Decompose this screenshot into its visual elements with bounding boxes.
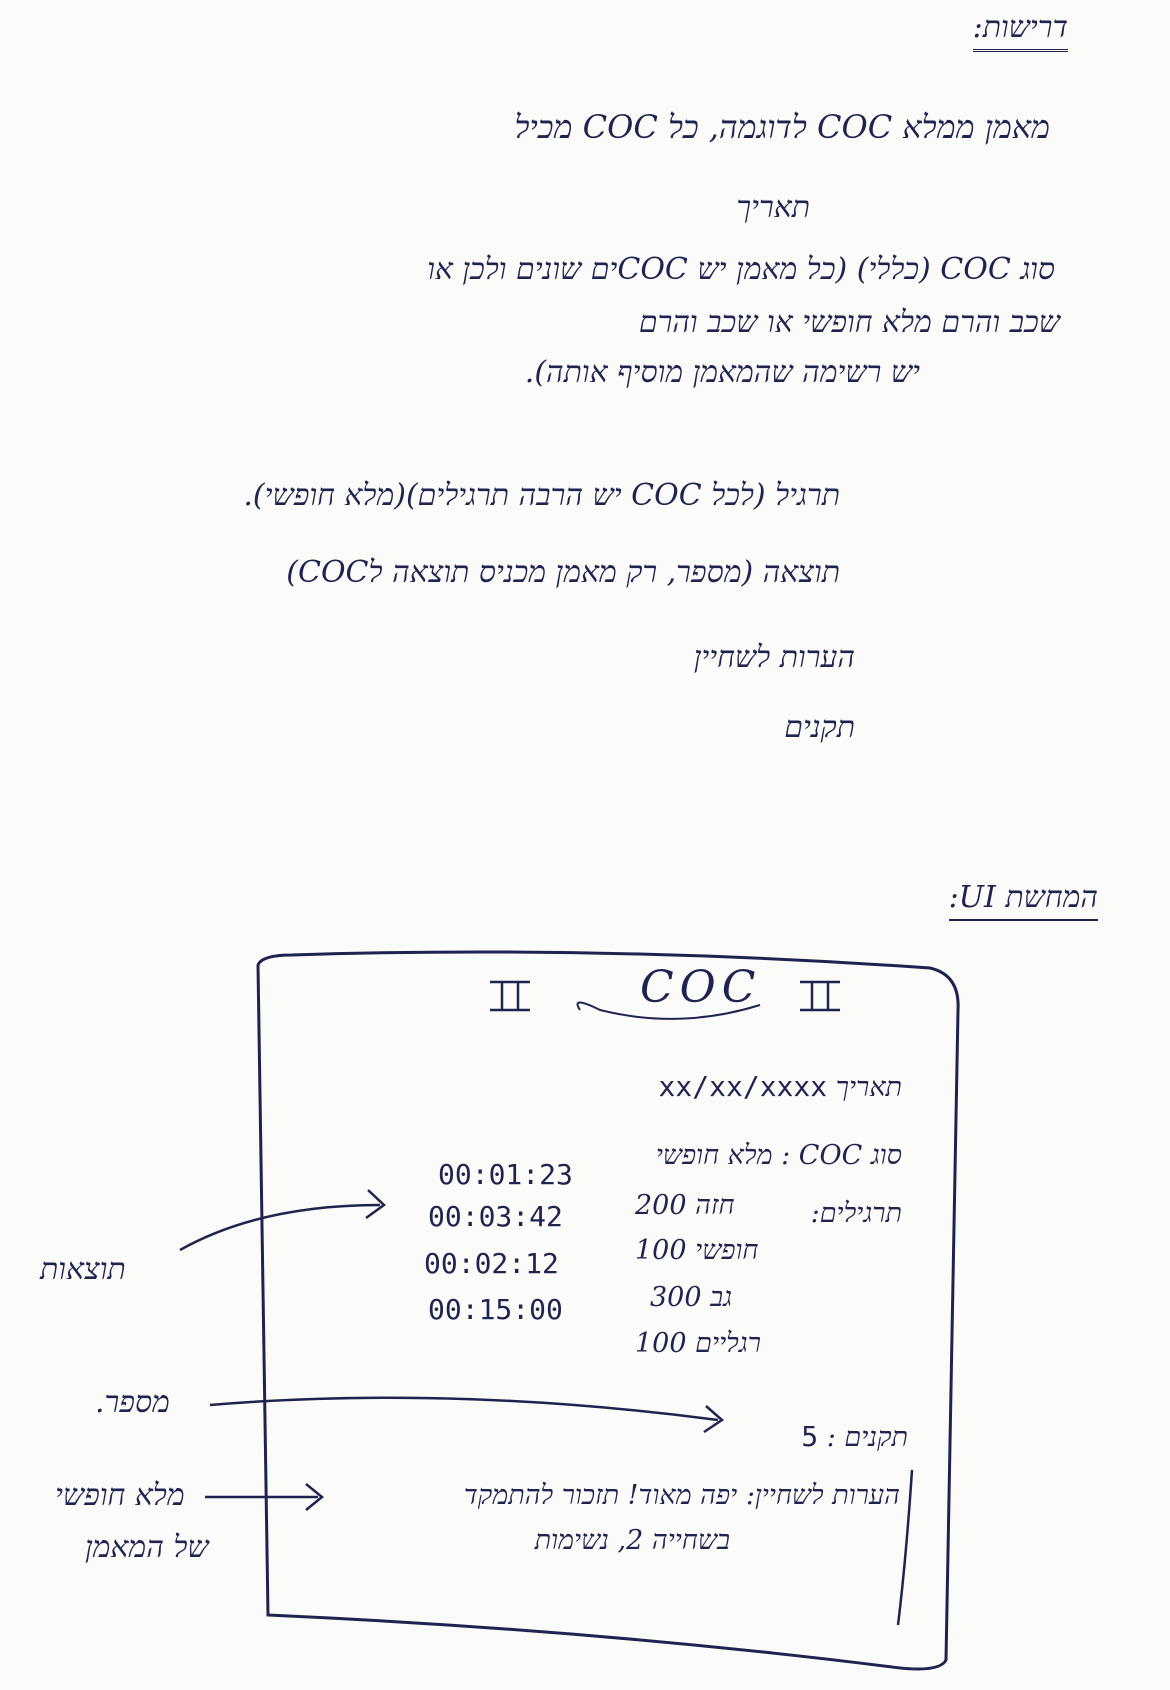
exercise-row [650, 1282, 732, 1313]
title-glyph-left [490, 982, 530, 1010]
mockup-coc-type-label: סוג COC : [781, 1140, 902, 1171]
mockup-title: COC [640, 962, 762, 1013]
req-exercise: תרגיל (לכל COC יש הרבה תרגילים)(מלא חופשי). [243, 478, 840, 513]
intro-line: מאמן ממלא COC לדוגמה, כל COC מכיל [514, 108, 1050, 146]
mockup-notes-line2: בשחייה 2, נשימות [534, 1525, 730, 1556]
mockup-coc-type-row [656, 1140, 902, 1171]
notes-bracket [898, 1470, 912, 1625]
exercise-style: רגליים [695, 1328, 761, 1359]
mockup-date-row [659, 1070, 902, 1103]
req-notes: הערות לשחיין [693, 640, 855, 675]
req-coc-type-1: סוג COC (כללי) (כל מאמן יש COCים שונים ולכן או [427, 252, 1055, 287]
req-standards: תקנים [784, 710, 855, 745]
exercise-distance: 300 [650, 1282, 702, 1313]
mockup-frame [258, 952, 958, 1669]
exercise-result: 00:02:12 [424, 1247, 559, 1280]
mockup-standards-value: 5 [801, 1420, 819, 1453]
exercise-result: 00:01:23 [438, 1158, 573, 1191]
exercise-distance: 100 [635, 1328, 687, 1359]
exercise-result: 00:03:42 [428, 1200, 563, 1233]
title-glyph-right [800, 982, 840, 1010]
exercise-result: 00:15:00 [428, 1293, 563, 1326]
mockup-standards-row [801, 1420, 908, 1453]
exercise-style: חופשי [695, 1235, 759, 1266]
mockup-date-value: xx/xx/xxxx [658, 1070, 828, 1103]
exercise-style: חזה [695, 1190, 735, 1221]
req-date: תאריך [736, 190, 810, 225]
mockup-exercises-label: תרגילים: [810, 1198, 902, 1229]
mockup-coc-type-value: מלא חופשי [655, 1140, 773, 1171]
exercise-distance: 200 [635, 1190, 687, 1221]
exercise-row [635, 1190, 734, 1221]
annotation-results: תוצאות [40, 1252, 126, 1287]
mockup-standards-label: תקנים : [826, 1422, 908, 1453]
req-coc-type-2: שכב והרם מלא חופשי או שכב והרם [638, 305, 1060, 340]
exercise-row [635, 1235, 758, 1266]
req-coc-type-3: יש רשימה שהמאמן מוסיף אותה). [524, 355, 920, 390]
exercise-row [635, 1328, 761, 1359]
annotation-free-text-2: של המאמן [85, 1530, 209, 1565]
req-result: תוצאה (מספר, רק מאמן מכניס תוצאה לCOC) [286, 555, 840, 590]
exercise-distance: 100 [635, 1235, 687, 1266]
annotation-number: מספר. [95, 1385, 170, 1420]
results-arrow [180, 1205, 380, 1250]
number-arrow [210, 1398, 718, 1420]
exercise-style: גב [710, 1282, 733, 1313]
annotation-free-text-1: מלא חופשי [55, 1478, 185, 1513]
page-title: דרישות: [973, 10, 1068, 52]
mockup-notes-label: הערות לשחיין: [745, 1480, 900, 1511]
mockup-heading: המחשת UI: [949, 880, 1098, 921]
mockup-notes-line1 [464, 1480, 900, 1511]
mockup-date-label: תאריך [835, 1072, 902, 1103]
mockup-notes-text: יפה מאוד! תזכור להתמקד [463, 1480, 738, 1511]
